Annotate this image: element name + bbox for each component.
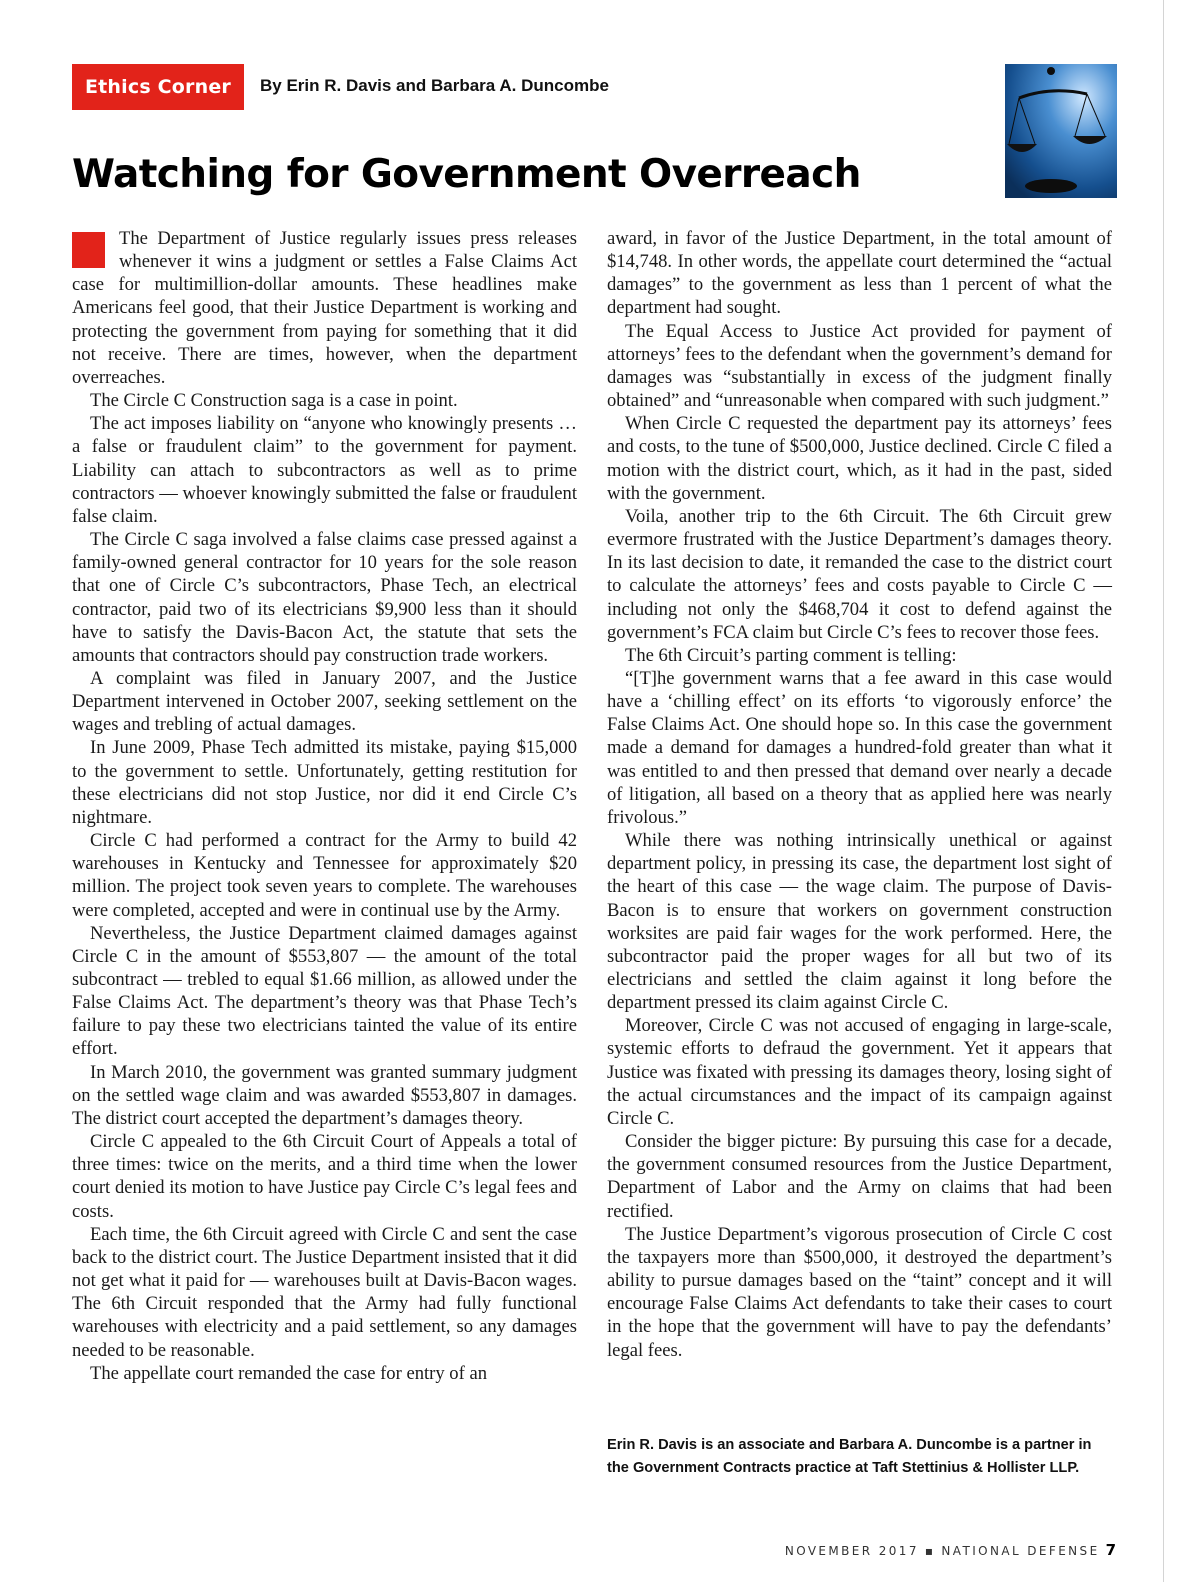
article-paragraph: Nevertheless, the Justice Department claimed damages against Circle C in the amount of $553,807 — the amount of the total subcontract — trebled to equal $1.66 million, as allowed under the False Claims Act. The department’s theory was that Phase Tech’s failure to pay these two electricians tainted the value of its entire effort. bbox=[72, 922, 577, 1060]
article-column-left bbox=[72, 227, 577, 1385]
page-edge-line bbox=[1163, 0, 1164, 1582]
article-paragraph: The Circle C Construction saga is a case in point. bbox=[90, 390, 458, 412]
issue-date: NOVEMBER 2017 bbox=[784, 1544, 919, 1558]
scales-of-justice-icon bbox=[1005, 64, 1117, 198]
author-bio: Erin R. Davis is an associate and Barbara A. Duncombe is a partner in the Government Contracts practice at Taft Stettinius & Hollister LLP. bbox=[607, 1437, 1092, 1476]
page-number: 7 bbox=[1105, 1541, 1116, 1559]
article-paragraph: The Equal Access to Justice Act provided for payment of attorneys’ fees to the defendant when the government’s demand for damages was “substantially in excess of the judgment finally obtained” and “unreasonable when compared with such judgment.” bbox=[607, 320, 1112, 412]
section-tag: Ethics Corner bbox=[72, 64, 244, 110]
article-paragraph: In June 2009, Phase Tech admitted its mistake, paying $15,000 to the government to settle. Unfortunately, getting restitution for these electricians did not stop Justice, nor did it end Circle C’s nightmare. bbox=[72, 737, 577, 828]
article-paragraph: The appellate court remanded the case for entry of an bbox=[90, 1362, 487, 1384]
article-paragraph: While there was nothing intrinsically unethical or against department policy, in pressing its case, the department lost sight of the heart of this case — the wage claim. The purpose of Davis-Bacon is to ensure that workers on government construction worksites are paid fair wages for the work performed. Here, the subcontractor paid the proper wages for all but two of its electricians and settled the claim against it long before the department pressed its claim against Circle C. bbox=[607, 830, 1112, 1014]
article-paragraph: Voila, another trip to the 6th Circuit. The 6th Circuit grew evermore frustrated with the Justice Department’s damages theory. In its last decision to date, it remanded the case to the district court to calculate the attorneys’ fees and costs payable to Circle C — including not only the $468,704 it cost to defend against the government’s FCA claim but Circle C’s fees to recover those fees. bbox=[607, 505, 1112, 643]
page-footer bbox=[785, 1541, 1116, 1559]
article-paragraph: Consider the bigger picture: By pursuing this case for a decade, the government consumed resources from the Justice Department, Department of Labor and the Army on claims that had been rectified. bbox=[607, 1131, 1112, 1222]
article-title: Watching for Government Overreach bbox=[72, 152, 861, 197]
byline: By Erin R. Davis and Barbara A. Duncombe bbox=[260, 76, 609, 95]
article-paragraph: Moreover, Circle C was not accused of engaging in large-scale, systemic efforts to defraud the government. Yet it appears that Justice was fixated with pressing its damages theory, losing sight of the actual circumstances and the impact of its campaign against Circle C. bbox=[607, 1015, 1112, 1129]
article-paragraph: The 6th Circuit’s parting comment is telling: bbox=[625, 644, 957, 666]
article-paragraph: In March 2010, the government was granted summary judgment on the settled wage claim and was awarded $553,807 in damages. The district court accepted the department’s damages theory. bbox=[72, 1061, 577, 1129]
article-paragraph: When Circle C requested the department pay its attorneys’ fees and costs, to the tune of $500,000, Justice declined. Circle C filed a motion with the district court, which, as it had in the past, sided with the government. bbox=[607, 413, 1112, 504]
article-paragraph: Circle C had performed a contract for the Army to build 42 warehouses in Kentucky and Tennessee for approximately $20 million. The project took seven years to complete. The warehouses were completed, accepted and were in continual use by the Army. bbox=[72, 830, 577, 921]
drop-square-ornament bbox=[72, 232, 105, 268]
article-paragraph: Circle C appealed to the 6th Circuit Court of Appeals a total of three times: twice on the merits, and a third time when the lower court denied its motion to have Justice pay Circle C’s legal fees and costs. bbox=[72, 1131, 577, 1222]
article-column-right bbox=[607, 227, 1112, 1362]
article-paragraph: award, in favor of the Justice Department, in the total amount of $14,748. In other words, the appellate court determined the “actual damages” to the government as less than 1 percent of what the department had sought. bbox=[607, 228, 1112, 319]
article-paragraph: The Justice Department’s vigorous prosecution of Circle C cost the taxpayers more than $500,000, it destroyed the department’s ability to pursue damages based on the “taint” concept and it will encourage False Claims Act defendants to take their cases to court in the hope that the government will have to pay the defendants’ legal fees. bbox=[607, 1223, 1112, 1361]
article-paragraph: The act imposes liability on “anyone who knowingly presents … a false or fraudulent claim” to the government for payment. Liability can attach to subcontractors as well as to prime contractors — whoever knowingly submitted the false or fraudulent false claim. bbox=[72, 413, 577, 527]
article-paragraph: A complaint was filed in January 2007, and the Justice Department intervened in October 2007, seeking settlement on the wages and trebling of actual damages. bbox=[72, 667, 577, 736]
footer-separator: ▪ bbox=[924, 1544, 936, 1558]
article-paragraph: The Department of Justice regularly issues press releases whenever it wins a judgment or settles a False Claims Act case for multimillion-dollar amounts. These headlines make Americans feel good, that their Justice Department is working and protecting the government from paying for something that it did not receive. There are times, however, when the department overreaches. bbox=[72, 228, 577, 388]
article-paragraph: The Circle C saga involved a false claims case pressed against a family-owned general contractor for 10 years for the sole reason that one of Circle C’s subcontractors, Phase Tech, an electrical contractor, paid two of its electricians $9,900 less than it should have to satisfy the Davis-Bacon Act, the statute that sets the amounts that contractors should pay construction trade workers. bbox=[72, 529, 577, 666]
article-paragraph: Each time, the 6th Circuit agreed with Circle C and sent the case back to the district court. The Justice Department insisted that it did not get what it paid for — warehouses built at Davis-Bacon wages. The 6th Circuit responded that the Army had fully functional warehouses with electricity and a paid settlement, so any damages needed to be reasonable. bbox=[72, 1223, 577, 1361]
magazine-name: NATIONAL DEFENSE bbox=[941, 1544, 1100, 1558]
article-quote: “[T]he government warns that a fee award in this case would have a ‘chilling effect’ on its efforts ‘to vigorously enforce’ the False Claims Act. One should hope so. In this case the government made a demand for damages a hundred-fold greater than what it was entitled to and then pressed that demand over nearly a decade of litigation, all based on a theory that as applied here was nearly frivolous.” bbox=[607, 667, 1112, 828]
